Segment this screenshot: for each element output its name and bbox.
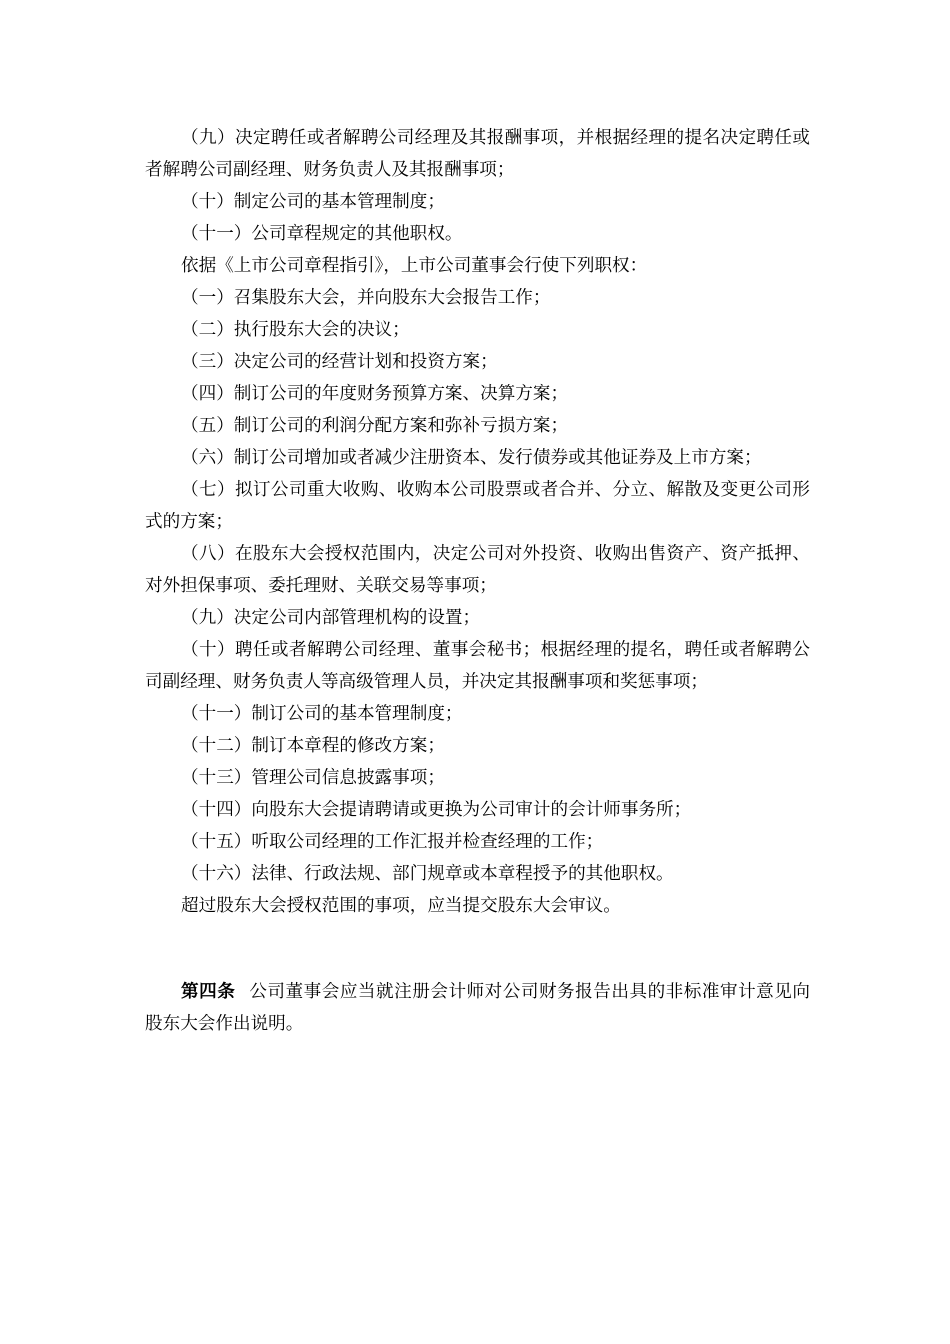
paragraph-4: 依据《上市公司章程指引》，上市公司董事会行使下列职权：	[181, 256, 648, 276]
article-4-label: 第四条	[181, 981, 236, 1002]
article-4	[145, 976, 810, 1040]
paragraph-15: （十一）制订公司的基本管理制度；	[181, 704, 463, 724]
paragraph-6: （二）执行股东大会的决议；	[181, 320, 410, 340]
document-body	[145, 122, 810, 1040]
article-4-text: 公司董事会应当就注册会计师对公司财务报告出具的非标准审计意见向股东大会作出说明。	[145, 982, 810, 1034]
paragraph-18: （十四）向股东大会提请聘请或更换为公司审计的会计师事务所；	[181, 800, 692, 820]
paragraph-13: （九）决定公司内部管理机构的设置；	[181, 608, 481, 628]
paragraph-14: （十）聘任或者解聘公司经理、董事会秘书；根据经理的提名，聘任或者解聘公司副经理、财务负责人等高级管理人员，并决定其报酬事项和奖惩事项；	[145, 640, 810, 692]
paragraph-7: （三）决定公司的经营计划和投资方案；	[181, 352, 498, 372]
paragraph-21: 超过股东大会授权范围的事项，应当提交股东大会审议。	[181, 896, 621, 916]
paragraph-9: （五）制订公司的利润分配方案和弥补亏损方案；	[181, 416, 569, 436]
paragraph-11: （七）拟订公司重大收购、收购本公司股票或者合并、分立、解散及变更公司形式的方案；	[145, 480, 810, 532]
paragraph-3: （十一）公司章程规定的其他职权。	[181, 224, 463, 244]
paragraph-8: （四）制订公司的年度财务预算方案、决算方案；	[181, 384, 569, 404]
paragraph-17: （十三）管理公司信息披露事项；	[181, 768, 445, 788]
paragraph-2: （十）制定公司的基本管理制度；	[181, 192, 445, 212]
paragraph-16: （十二）制订本章程的修改方案；	[181, 736, 445, 756]
article-spacer	[145, 922, 810, 976]
paragraph-10: （六）制订公司增加或者减少注册资本、发行债券或其他证券及上市方案；	[181, 448, 762, 468]
paragraph-12: （八）在股东大会授权范围内，决定公司对外投资、收购出售资产、资产抵押、对外担保事项、委托理财、关联交易等事项；	[145, 544, 810, 596]
paragraph-19: （十五）听取公司经理的工作汇报并检查经理的工作；	[181, 832, 604, 852]
paragraph-5: （一）召集股东大会，并向股东大会报告工作；	[181, 288, 551, 308]
paragraph-20: （十六）法律、行政法规、部门规章或本章程授予的其他职权。	[181, 864, 674, 884]
paragraph-1: （九）决定聘任或者解聘公司经理及其报酬事项，并根据经理的提名决定聘任或者解聘公司副经理、财务负责人及其报酬事项；	[145, 128, 810, 180]
